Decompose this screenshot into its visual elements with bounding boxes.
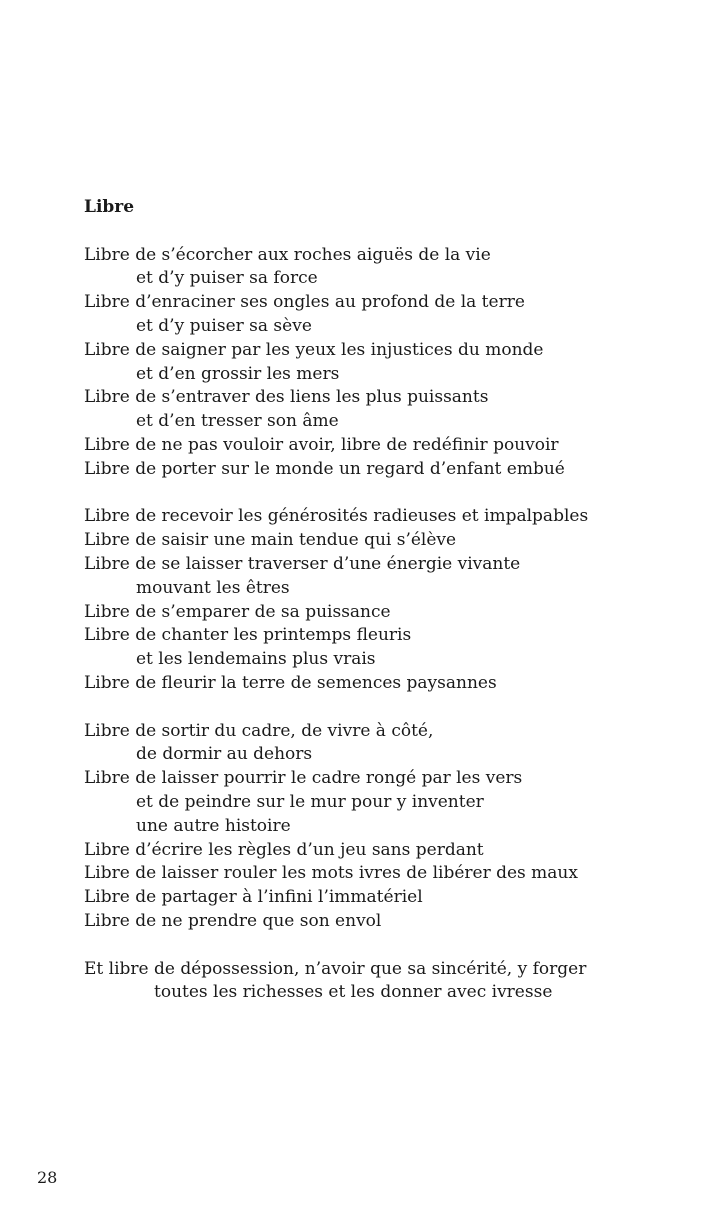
poem-line: une autre histoire: [136, 815, 291, 836]
poem-line: toutes les richesses et les donner avec ivresse: [154, 982, 553, 1003]
poem-line: Libre de chanter les printemps fleuris: [84, 625, 412, 646]
poem-line: Libre de sortir du cadre, de vivre à côté,: [84, 720, 434, 741]
poem-line: Libre d’écrire les règles d’un jeu sans perdant: [84, 839, 484, 860]
poem-line: et de peindre sur le mur pour y inventer: [136, 791, 484, 812]
poem-line: Libre d’enraciner ses ongles au profond de la terre: [84, 292, 525, 313]
stanza-3: [84, 720, 704, 934]
poem-line: Libre de se laisser traverser d’une énergie vivante: [84, 553, 521, 574]
poem-line: Libre de s’emparer de sa puissance: [84, 601, 391, 622]
page-number: 28: [37, 1168, 58, 1187]
poem: [84, 196, 704, 1005]
poem-line: et d’y puiser sa sève: [136, 315, 312, 336]
poem-line: Libre de laisser pourrir le cadre rongé par les vers: [84, 768, 523, 789]
poem-line: Libre de ne pas vouloir avoir, libre de redéfinir pouvoir: [84, 434, 559, 455]
stanza-2: [84, 505, 704, 695]
poem-line: Libre de recevoir les générosités radieuses et impalpables: [84, 506, 589, 527]
poem-line: Libre de saigner par les yeux les injustices du monde: [84, 339, 544, 360]
poem-title: Libre: [84, 197, 135, 217]
poem-line: Libre de ne prendre que son envol: [84, 910, 382, 931]
poem-line: Libre de porter sur le monde un regard d’enfant embué: [84, 458, 565, 479]
poem-line: Libre de saisir une main tendue qui s’élève: [84, 530, 457, 551]
poem-line: et d’y puiser sa force: [136, 268, 318, 289]
poem-line: Libre de fleurir la terre de semences paysannes: [84, 672, 497, 693]
poem-line: Libre de partager à l’infini l’immatériel: [84, 887, 423, 908]
poem-line: Et libre de dépossession, n’avoir que sa sincérité, y forger: [84, 958, 587, 979]
poem-line: Libre de s’écorcher aux roches aiguës de la vie: [84, 244, 491, 265]
stanza-4: [84, 958, 704, 1006]
poem-line: Libre de s’entraver des liens les plus puissants: [84, 387, 489, 408]
poem-line: et d’en grossir les mers: [136, 363, 340, 384]
poem-line: de dormir au dehors: [136, 744, 313, 765]
stanza-1: [84, 244, 704, 482]
poem-line: et d’en tresser son âme: [136, 411, 339, 432]
poem-line: et les lendemains plus vrais: [136, 649, 376, 670]
poem-line: mouvant les êtres: [136, 577, 290, 598]
poem-line: Libre de laisser rouler les mots ivres de libérer des maux: [84, 863, 578, 884]
